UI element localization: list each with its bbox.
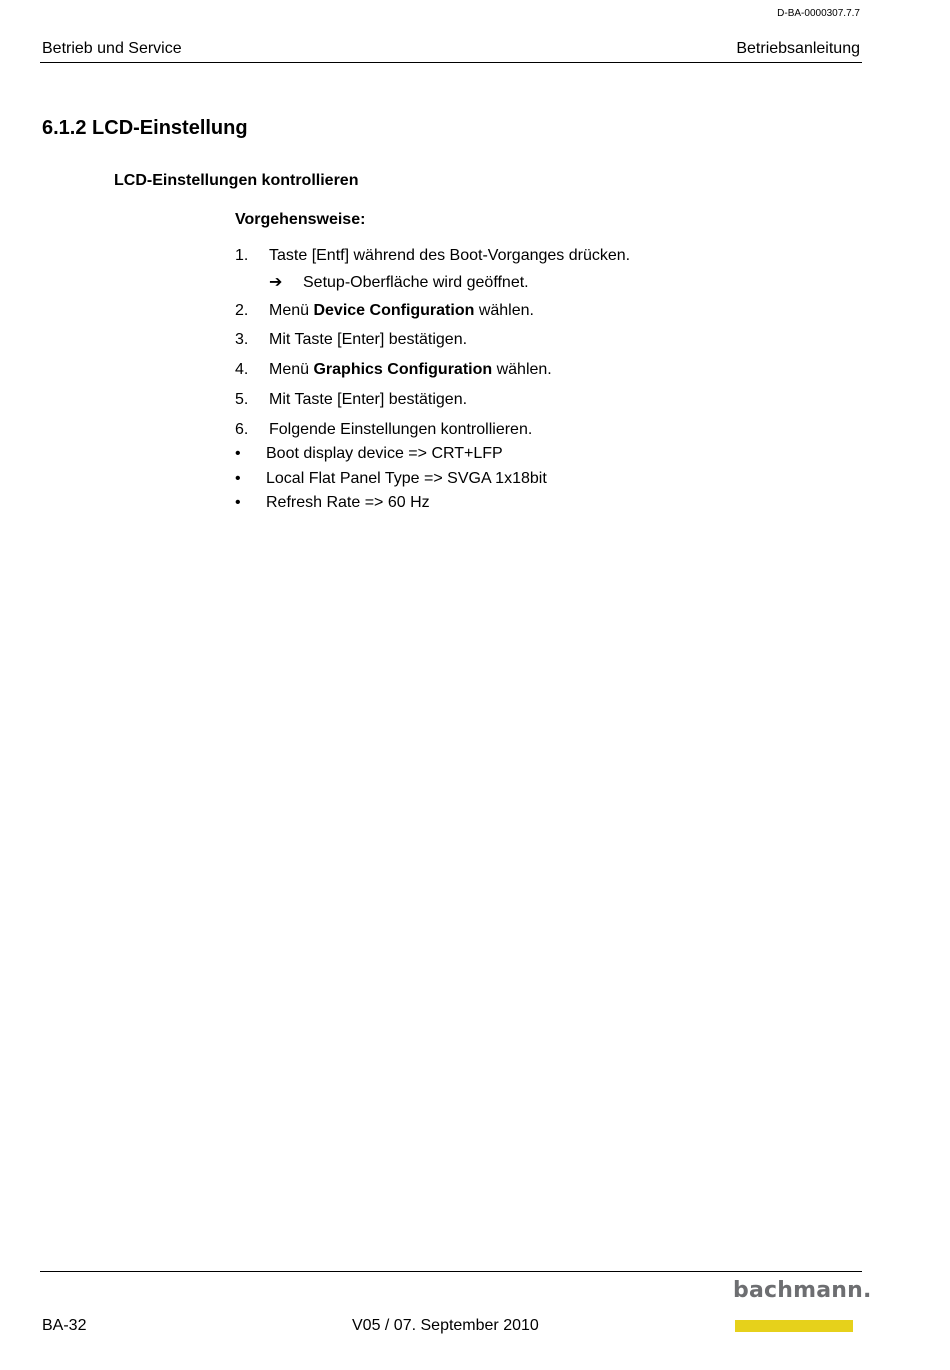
- document-id: D-BA-0000307.7.7: [777, 8, 860, 19]
- subsection-title: LCD-Einstellungen kontrollieren: [114, 172, 359, 189]
- page-number: BA-32: [42, 1317, 87, 1334]
- menu-name: Device Configuration: [313, 302, 475, 319]
- bullet-item: [235, 445, 503, 463]
- bullet-item: [235, 470, 547, 488]
- step-text: Mit Taste [Enter] bestätigen.: [269, 331, 468, 348]
- page-header: [40, 40, 862, 63]
- step-number: 2.: [235, 302, 249, 319]
- arrow-right-icon: ➔: [269, 274, 283, 291]
- result-text: Setup-Oberfläche wird geöffnet.: [303, 274, 529, 291]
- step-1: [235, 247, 630, 265]
- procedure-label: Vorgehensweise:: [235, 211, 366, 228]
- step-text: Menü: [269, 302, 314, 319]
- menu-name: Graphics Configuration: [313, 361, 493, 378]
- section-title: 6.1.2 LCD-Einstellung: [42, 117, 248, 139]
- step-4: [235, 361, 552, 379]
- step-3: [235, 331, 467, 349]
- step-1-result: [269, 272, 529, 292]
- footer-divider: [40, 1271, 862, 1272]
- step-number: 1.: [235, 247, 249, 264]
- version-date: V05 / 07. September 2010: [352, 1317, 539, 1334]
- step-number: 3.: [235, 331, 249, 348]
- bullet-text: Local Flat Panel Type => SVGA 1x18bit: [266, 470, 547, 487]
- step-number: 6.: [235, 421, 249, 438]
- bullet-icon: •: [235, 445, 241, 462]
- step-5: [235, 391, 467, 409]
- step-text-end: wählen.: [474, 302, 534, 319]
- logo-wordmark: bachmann.: [733, 1278, 872, 1303]
- bullet-text: Boot display device => CRT+LFP: [266, 445, 503, 462]
- step-text: Mit Taste [Enter] bestätigen.: [269, 391, 468, 408]
- bullet-item: [235, 494, 430, 512]
- step-text-end: wählen.: [492, 361, 552, 378]
- step-2: [235, 302, 534, 320]
- bullet-icon: •: [235, 494, 241, 511]
- step-text: Taste [Entf] während des Boot-Vorganges drücken.: [269, 247, 631, 264]
- step-text: Folgende Einstellungen kontrollieren.: [269, 421, 533, 438]
- step-6: [235, 421, 532, 439]
- step-text: Menü: [269, 361, 314, 378]
- bullet-text: Refresh Rate => 60 Hz: [266, 494, 430, 511]
- bachmann-logo: [733, 1278, 872, 1303]
- header-chapter: Betrieb und Service: [42, 40, 182, 57]
- logo-bar: [735, 1320, 853, 1332]
- header-document-type: Betriebsanleitung: [736, 40, 860, 57]
- bullet-icon: •: [235, 470, 241, 487]
- step-number: 4.: [235, 361, 249, 378]
- step-number: 5.: [235, 391, 249, 408]
